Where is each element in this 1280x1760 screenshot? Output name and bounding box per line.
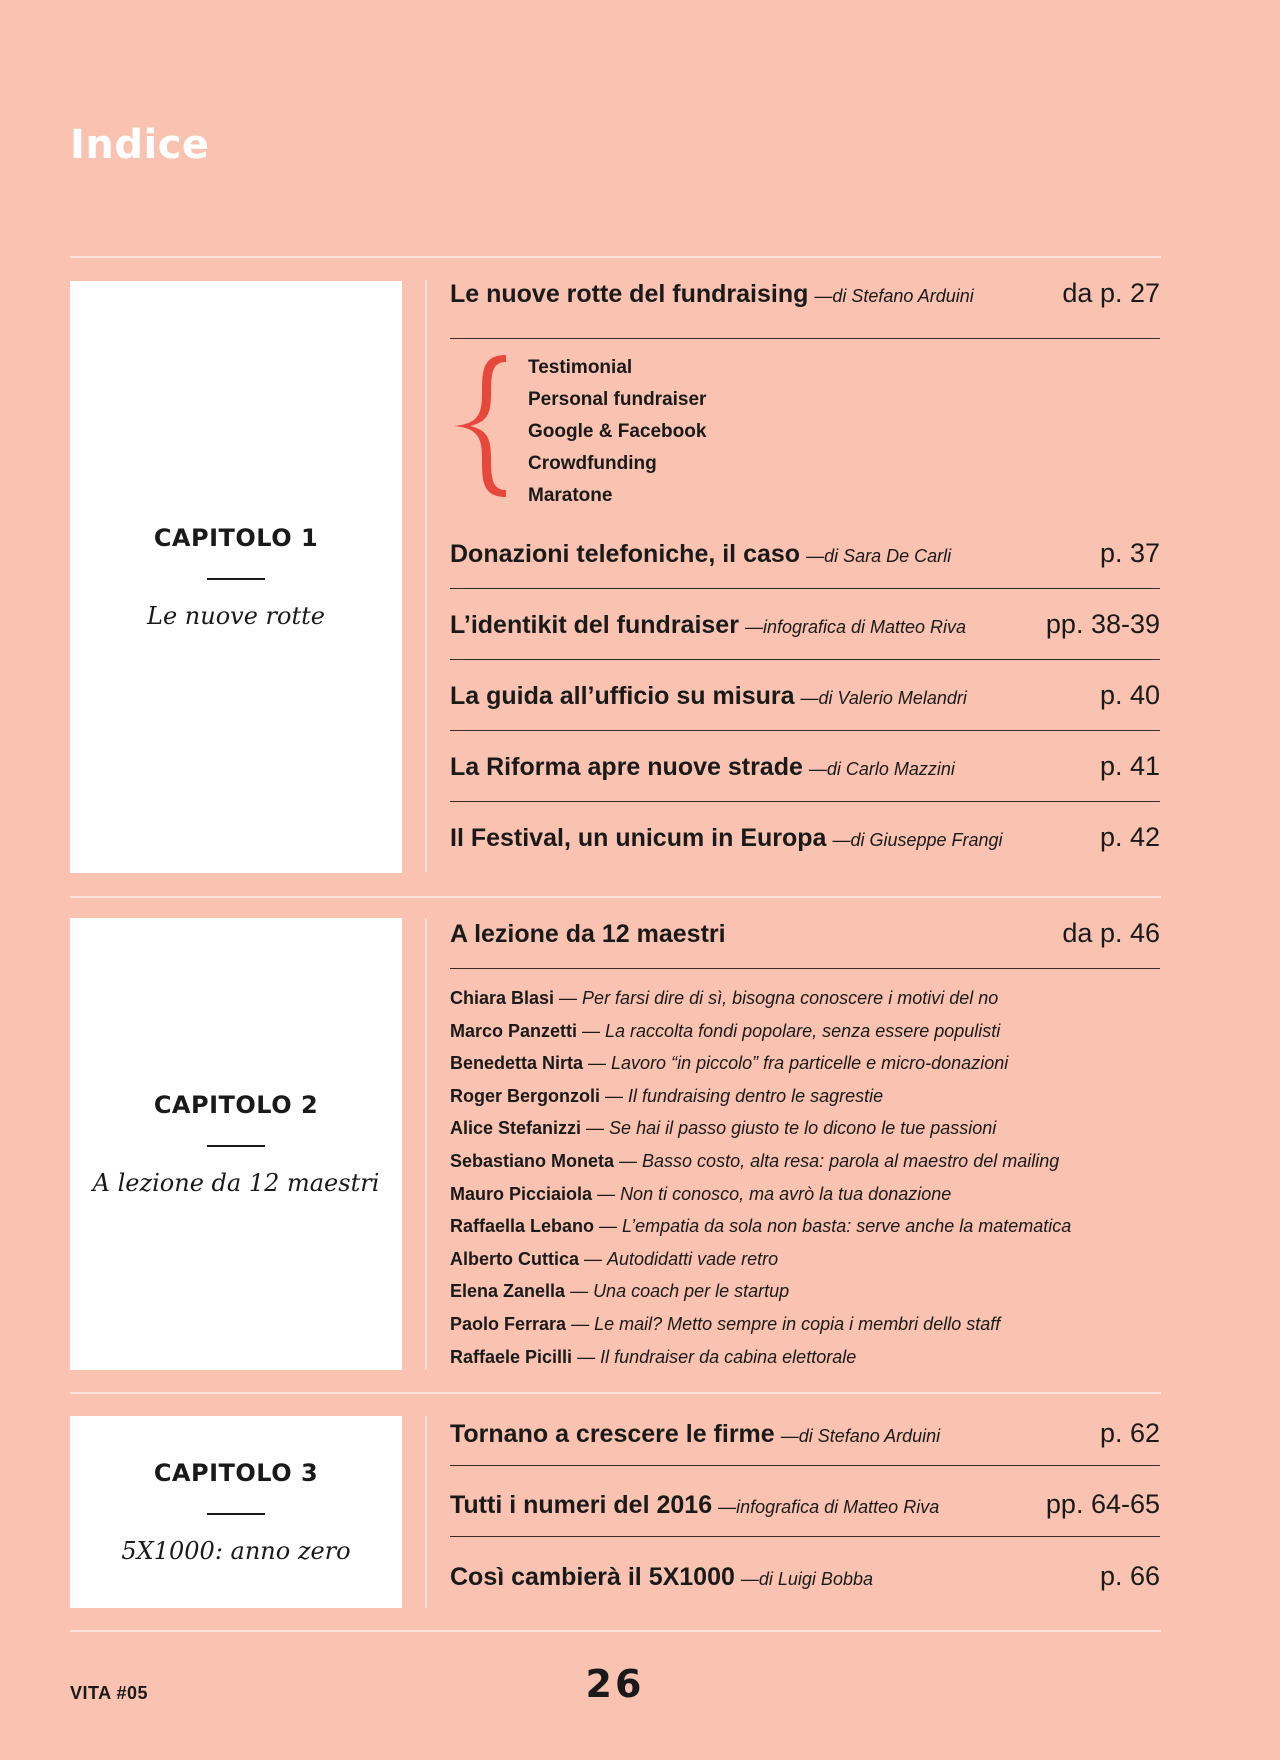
master-item[interactable]: Raffaele Picilli — Il fundraiser da cabina elettorale bbox=[450, 1346, 857, 1367]
master-topic: Basso costo, alta resa: parola al maestro del mailing bbox=[642, 1150, 1060, 1171]
master-name: Sebastiano Moneta bbox=[450, 1150, 615, 1171]
master-topic: L’empatia da sola non basta: serve anche la matematica bbox=[622, 1216, 1072, 1237]
topic-item: Crowdfunding bbox=[528, 453, 657, 474]
entry-separator bbox=[450, 588, 1160, 589]
chapter-2-subtitle: A lezione da 12 maestri bbox=[92, 1169, 380, 1197]
entry-title: La Riforma apre nuove strade bbox=[450, 753, 803, 781]
master-name: Raffaella Lebano bbox=[450, 1216, 595, 1237]
master-item[interactable]: Benedetta Nirta — Lavoro “in piccolo” fra particelle e micro-donazioni bbox=[450, 1053, 1009, 1074]
entry-title: Le nuove rotte del fundraising bbox=[450, 280, 809, 308]
topic-item: Personal fundraiser bbox=[528, 389, 707, 410]
entry-title: Il Festival, un unicum in Europa bbox=[450, 824, 827, 852]
entry-title: Così cambierà il 5X1000 bbox=[450, 1563, 735, 1591]
chapter-2-label: CAPITOLO 2 bbox=[153, 1091, 319, 1119]
master-topic: Una coach per le startup bbox=[593, 1281, 790, 1302]
vertical-divider-3 bbox=[425, 1416, 427, 1608]
topic-item: Testimonial bbox=[528, 357, 633, 378]
master-item[interactable]: Paolo Ferrara — Le mail? Metto sempre in copia i membri dello staff bbox=[450, 1313, 1001, 1334]
master-name: Alberto Cuttica bbox=[450, 1248, 580, 1269]
entry-title: Tornano a crescere le firme bbox=[450, 1420, 775, 1448]
master-topic: Il fundraising dentro le sagrestie bbox=[628, 1085, 884, 1106]
master-item[interactable]: Raffaella Lebano — L’empatia da sola non basta: serve anche la matematica bbox=[450, 1216, 1072, 1237]
entry-title: A lezione da 12 maestri bbox=[450, 920, 726, 948]
toc-entry[interactable] bbox=[450, 680, 1160, 711]
entry-page: p. 42 bbox=[1099, 822, 1160, 852]
entry-byline: —di Carlo Mazzini bbox=[808, 759, 955, 779]
master-topic: Non ti conosco, ma avrò la tua donazione bbox=[620, 1183, 952, 1204]
entry-separator bbox=[450, 1465, 1160, 1466]
master-item[interactable]: Alberto Cuttica — Autodidatti vade retro bbox=[450, 1248, 779, 1269]
master-topic: Per farsi dire di sì, bisogna conoscere i motivi del no bbox=[582, 988, 999, 1008]
chapter-1-subtitle: Le nuove rotte bbox=[147, 602, 325, 630]
chapter-3-label: CAPITOLO 3 bbox=[153, 1459, 319, 1487]
top-rule bbox=[70, 256, 1161, 258]
master-name: Roger Bergonzoli bbox=[450, 1085, 601, 1106]
entry-separator bbox=[450, 968, 1160, 969]
entry-page: p. 41 bbox=[1099, 751, 1160, 781]
chapter-divider-2 bbox=[70, 1392, 1161, 1394]
chapter-divider-1 bbox=[70, 896, 1161, 898]
master-name: Marco Panzetti bbox=[450, 1020, 578, 1041]
chapter-3-box bbox=[70, 1416, 402, 1608]
entry-byline: —di Luigi Bobba bbox=[740, 1569, 873, 1589]
entry-page: p. 37 bbox=[1099, 538, 1160, 568]
topic-item: Maratone bbox=[528, 485, 613, 506]
bottom-rule bbox=[70, 1630, 1161, 1632]
master-item[interactable]: Roger Bergonzoli — Il fundraising dentro le sagrestie bbox=[450, 1085, 884, 1106]
chapter-1-label: CAPITOLO 1 bbox=[153, 524, 319, 552]
master-item[interactable]: Alice Stefanizzi — Se hai il passo giusto te lo dicono le tue passioni bbox=[450, 1118, 997, 1139]
toc-entry[interactable] bbox=[450, 278, 1160, 309]
master-name: Chiara Blasi bbox=[450, 988, 555, 1008]
entry-page: pp. 64-65 bbox=[1045, 1489, 1160, 1519]
entry-byline: —di Stefano Arduini bbox=[780, 1426, 941, 1446]
masters-list bbox=[450, 982, 1170, 1373]
entry-separator bbox=[450, 730, 1160, 731]
curly-brace-icon bbox=[448, 352, 508, 500]
entry-title: La guida all’ufficio su misura bbox=[450, 682, 795, 710]
chapter-1-dash bbox=[207, 578, 265, 580]
master-topic: Se hai il passo giusto te lo dicono le tue passioni bbox=[609, 1118, 997, 1139]
entry-page: da p. 27 bbox=[1062, 278, 1160, 308]
master-name: Benedetta Nirta bbox=[450, 1053, 584, 1074]
master-name: Alice Stefanizzi bbox=[450, 1118, 582, 1139]
entry-separator bbox=[450, 801, 1160, 802]
master-topic: La raccolta fondi popolare, senza essere populisti bbox=[605, 1020, 1001, 1041]
master-item[interactable]: Mauro Picciaiola — Non ti conosco, ma avrò la tua donazione bbox=[450, 1183, 952, 1204]
chapter-1-box bbox=[70, 281, 402, 873]
toc-entry[interactable] bbox=[450, 1561, 1160, 1592]
entry-page: da p. 46 bbox=[1062, 918, 1160, 948]
entry-title: Donazioni telefoniche, il caso bbox=[450, 540, 801, 568]
topic-item: Google & Facebook bbox=[528, 421, 707, 442]
entry-page: p. 66 bbox=[1099, 1561, 1160, 1591]
master-topic: Il fundraiser da cabina elettorale bbox=[600, 1346, 857, 1367]
chapter-2-box bbox=[70, 918, 402, 1370]
entry-page: pp. 38-39 bbox=[1045, 609, 1160, 639]
page-number: 26 bbox=[585, 1662, 645, 1706]
entry-separator bbox=[450, 338, 1160, 339]
master-name: Paolo Ferrara bbox=[450, 1313, 567, 1334]
toc-entry[interactable] bbox=[450, 822, 1160, 853]
master-topic: Le mail? Metto sempre in copia i membri dello staff bbox=[594, 1313, 1001, 1334]
entry-page: p. 62 bbox=[1099, 1418, 1160, 1448]
master-item[interactable]: Elena Zanella — Una coach per le startup bbox=[450, 1281, 790, 1302]
master-topic: Autodidatti vade retro bbox=[607, 1248, 779, 1269]
entry-byline: —di Valerio Melandri bbox=[800, 688, 967, 708]
toc-entry[interactable] bbox=[450, 751, 1160, 782]
chapter-2-dash bbox=[207, 1145, 265, 1147]
master-name: Raffaele Picilli bbox=[450, 1346, 573, 1367]
entry-byline: —di Stefano Arduini bbox=[814, 286, 974, 306]
entry-byline: —di Sara De Carli bbox=[806, 546, 952, 566]
index-heading: Indice bbox=[70, 122, 210, 168]
chapter-3-subtitle: 5X1000: anno zero bbox=[121, 1537, 351, 1565]
toc-entry[interactable] bbox=[450, 1489, 1160, 1520]
master-item[interactable]: Marco Panzetti — La raccolta fondi popolare, senza essere populisti bbox=[450, 1020, 1001, 1041]
vertical-divider-2 bbox=[425, 918, 427, 1370]
master-item[interactable]: Sebastiano Moneta — Basso costo, alta resa: parola al maestro del mailing bbox=[450, 1150, 1060, 1171]
chapter-3-dash bbox=[207, 1513, 265, 1515]
entry-byline: —di Giuseppe Frangi bbox=[832, 830, 1003, 850]
master-item[interactable]: Chiara Blasi — Per farsi dire di sì, bisogna conoscere i motivi del no bbox=[450, 988, 999, 1008]
entry-byline: —infografica di Matteo Riva bbox=[718, 1497, 940, 1517]
toc-entry[interactable] bbox=[450, 1418, 1160, 1449]
entry-separator bbox=[450, 1536, 1160, 1537]
toc-entry[interactable] bbox=[450, 609, 1160, 640]
toc-entry[interactable] bbox=[450, 918, 1160, 949]
topics-list bbox=[528, 352, 706, 512]
master-name: Elena Zanella bbox=[450, 1281, 566, 1302]
entry-title: Tutti i numeri del 2016 bbox=[450, 1491, 713, 1519]
magazine-issue: VITA #05 bbox=[70, 1683, 149, 1703]
entry-title: L’identikit del fundraiser bbox=[450, 611, 739, 639]
vertical-divider-1 bbox=[425, 280, 427, 872]
entry-separator bbox=[450, 659, 1160, 660]
entry-byline: —infografica di Matteo Riva bbox=[744, 617, 967, 637]
entry-page: p. 40 bbox=[1099, 680, 1160, 710]
master-topic: Lavoro “in piccolo” fra particelle e micro-donazioni bbox=[611, 1053, 1009, 1074]
master-name: Mauro Picciaiola bbox=[450, 1183, 593, 1204]
toc-entry[interactable] bbox=[450, 538, 1160, 569]
